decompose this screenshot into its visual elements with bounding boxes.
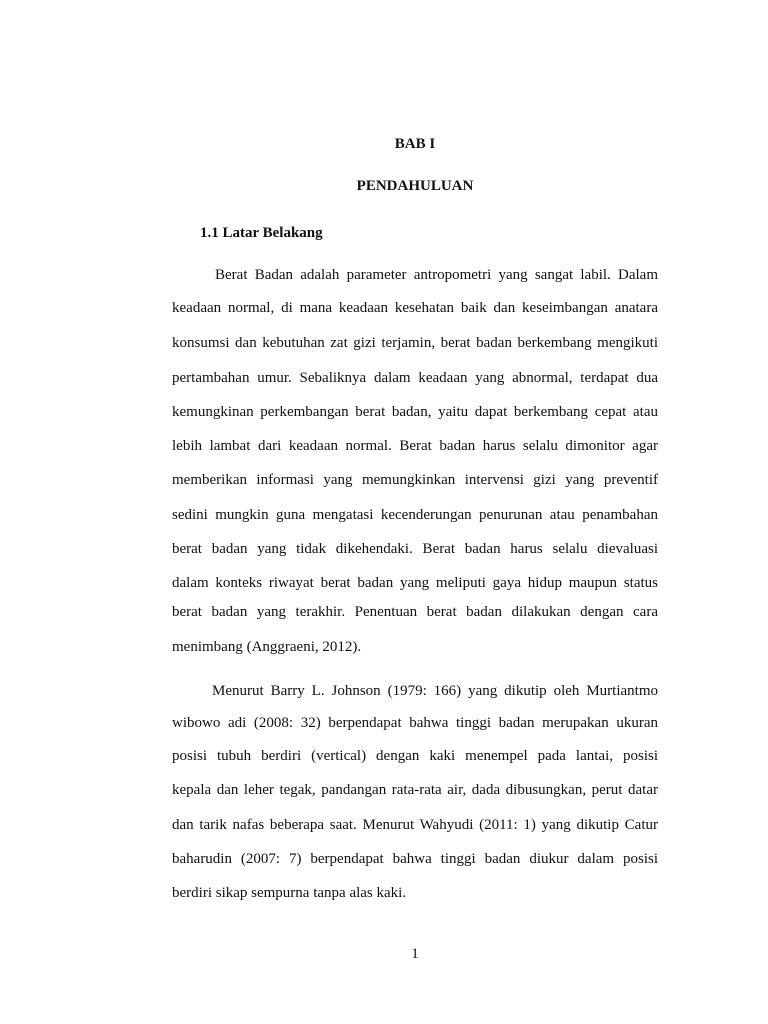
chapter-label: BAB I <box>394 136 436 152</box>
paragraph-1-line: sedini mungkin guna mengatasi kecenderungan penurunan atau penambahan <box>172 507 658 523</box>
paragraph-2-line: Menurut Barry L. Johnson (1979: 166) yang dikutip oleh Murtiantmo <box>212 683 658 699</box>
paragraph-1-line: keadaan normal, di mana keadaan kesehatan baik dan keseimbangan anatara <box>172 300 658 316</box>
paragraph-1-line: berat badan yang tidak dikehendaki. Berat badan harus selalu dievaluasi <box>172 541 658 557</box>
paragraph-1-line: menimbang (Anggraeni, 2012). <box>172 639 362 655</box>
paragraph-1-line: memberikan informasi yang memungkinkan intervensi gizi yang preventif <box>172 472 658 488</box>
paragraph-1-line: konsumsi dan kebutuhan zat gizi terjamin, berat badan berkembang mengikuti <box>172 335 658 351</box>
paragraph-1-line: lebih lambat dari keadaan normal. Berat badan harus selalu dimonitor agar <box>172 438 658 454</box>
paragraph-2-line: baharudin (2007: 7) berpendapat bahwa tinggi badan diukur dalam posisi <box>172 851 658 867</box>
paragraph-1-line: kemungkinan perkembangan berat badan, yaitu dapat berkembang cepat atau <box>172 404 658 420</box>
page-number: 1 <box>411 946 419 962</box>
paragraph-2-line: posisi tubuh berdiri (vertical) dengan kaki menempel pada lantai, posisi <box>172 748 658 764</box>
paragraph-1-line: Berat Badan adalah parameter antropometri yang sangat labil. Dalam <box>215 267 658 283</box>
paragraph-1-line: pertambahan umur. Sebaliknya dalam keadaan yang abnormal, terdapat dua <box>172 370 658 386</box>
paragraph-1-line: dalam konteks riwayat berat badan yang meliputi gaya hidup maupun status <box>172 575 658 591</box>
paragraph-1-line: berat badan yang terakhir. Penentuan berat badan dilakukan dengan cara <box>172 604 658 620</box>
paragraph-2-line: berdiri sikap sempurna tanpa alas kaki. <box>172 885 407 901</box>
chapter-title: PENDAHULUAN <box>356 178 474 194</box>
section-heading: 1.1 Latar Belakang <box>200 225 323 241</box>
paragraph-2-line: kepala dan leher tegak, pandangan rata-rata air, dada dibusungkan, perut datar <box>172 782 658 798</box>
paragraph-2-line: dan tarik nafas beberapa saat. Menurut Wahyudi (2011: 1) yang dikutip Catur <box>172 817 658 833</box>
paragraph-2-line: wibowo adi (2008: 32) berpendapat bahwa tinggi badan merupakan ukuran <box>172 715 658 731</box>
